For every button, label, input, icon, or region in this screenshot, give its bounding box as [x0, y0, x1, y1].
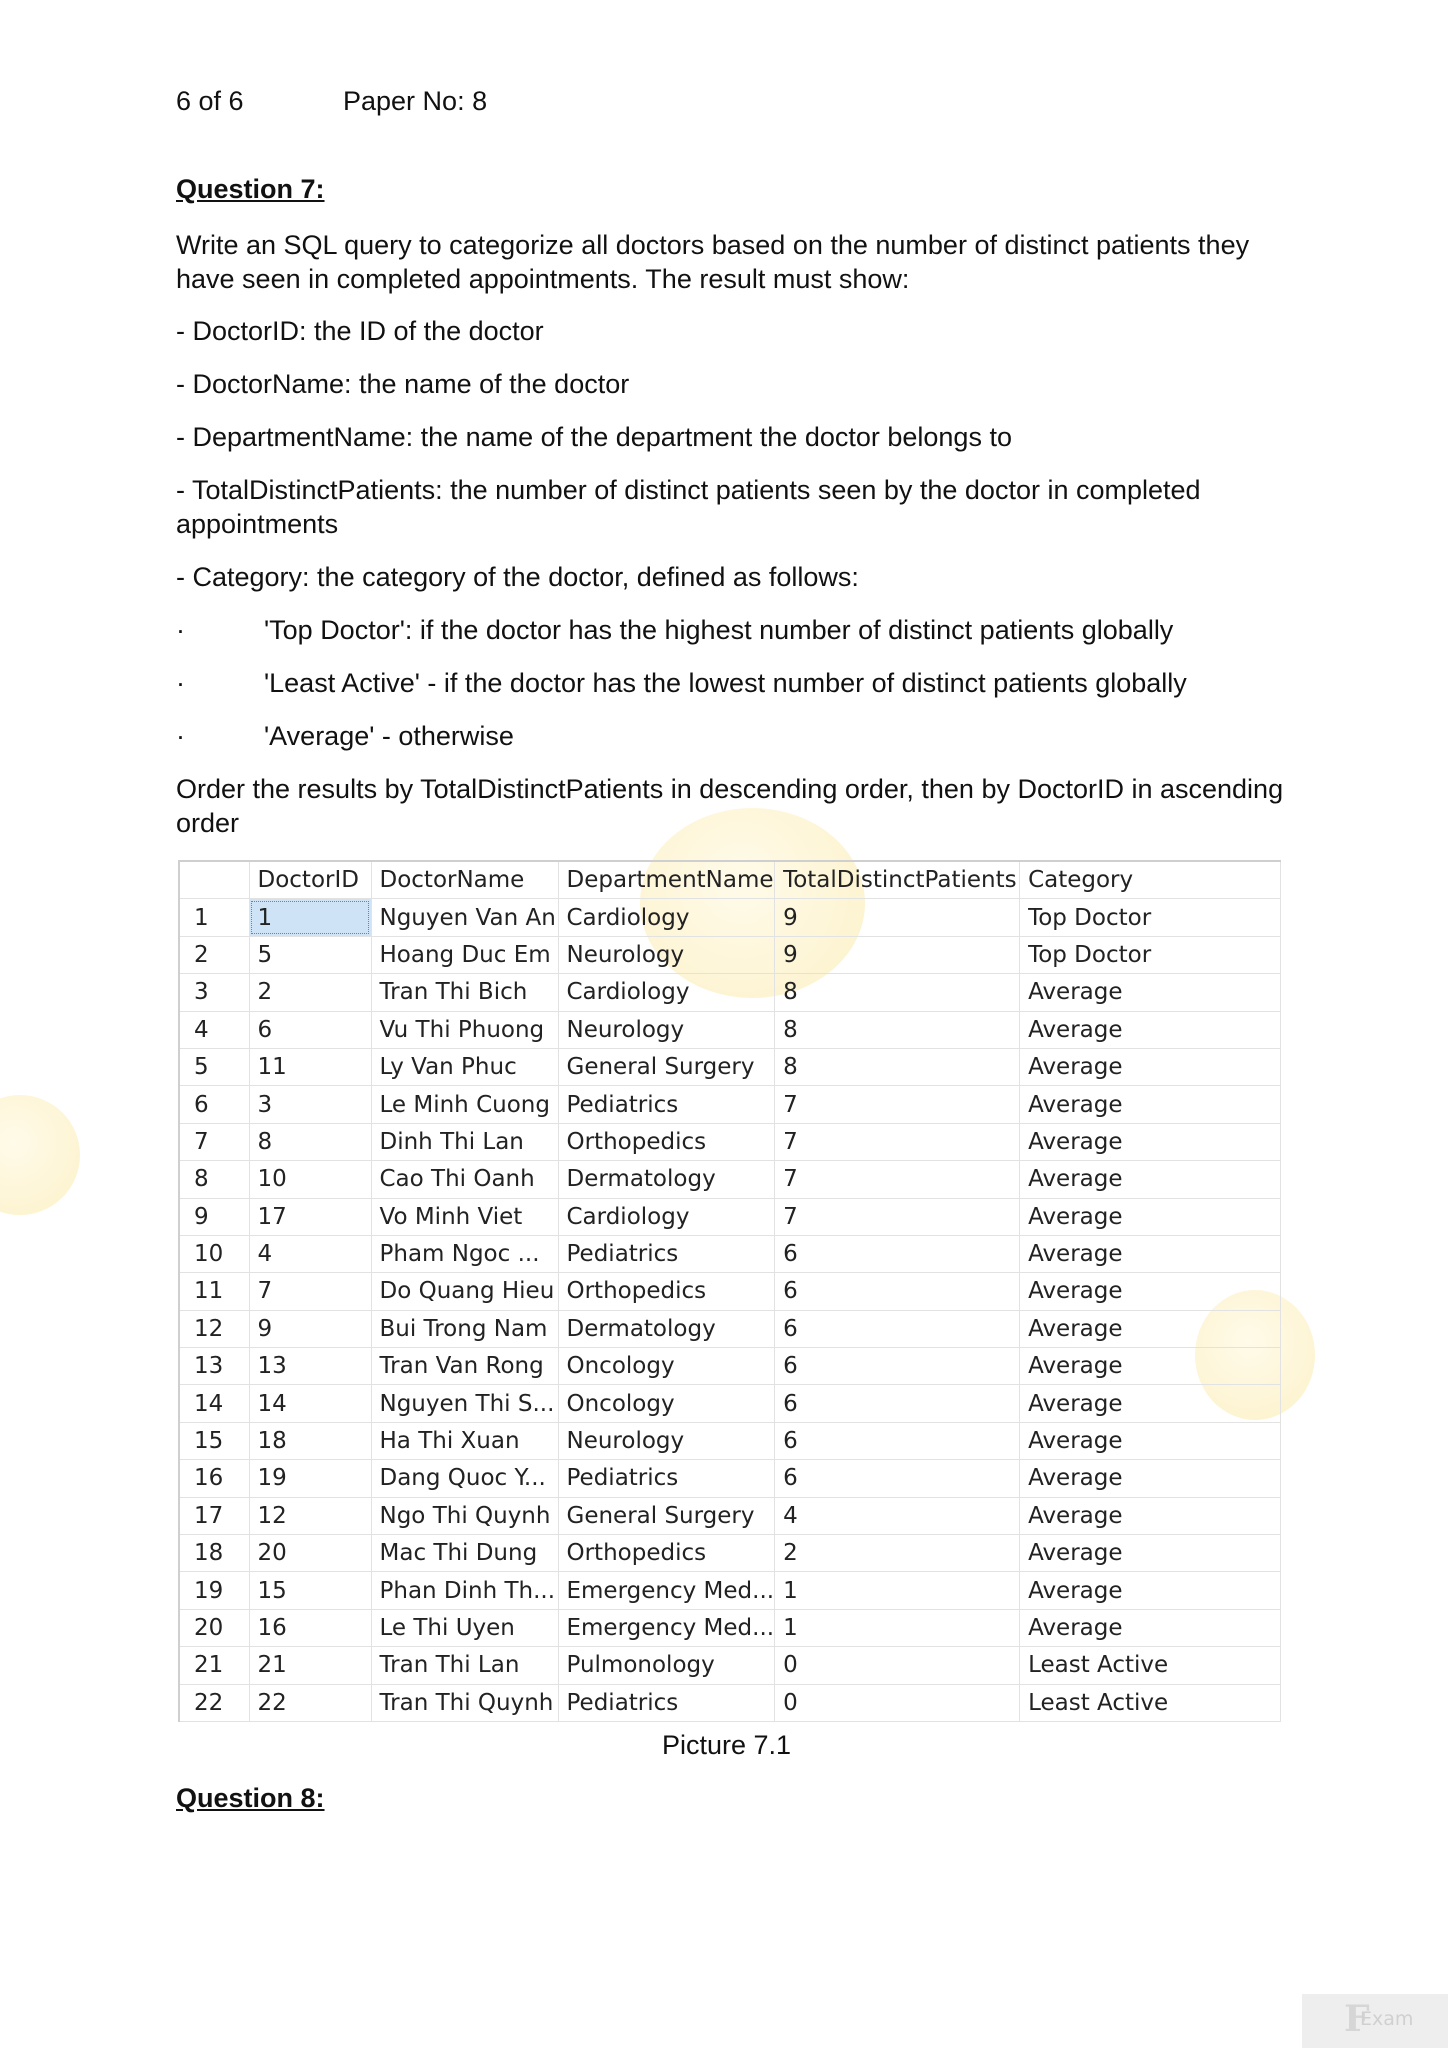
grid-cell-doctor-name[interactable]: Mac Thi Dung [371, 1535, 558, 1572]
grid-cell-doctor-id[interactable]: 6 [249, 1011, 371, 1048]
grid-cell-doctor-name[interactable]: Do Quang Hieu [371, 1273, 558, 1310]
grid-cell-department-name[interactable]: Pediatrics [558, 1235, 775, 1272]
table-row[interactable] [179, 1348, 1281, 1385]
category-text: 'Average' - otherwise [264, 721, 514, 751]
grid-cell-total-distinct-patients[interactable]: 7 [775, 1086, 1020, 1123]
table-row[interactable] [179, 1198, 1281, 1235]
grid-cell-doctor-id[interactable]: 18 [249, 1422, 371, 1459]
grid-cell-department-name[interactable]: Oncology [558, 1348, 775, 1385]
grid-cell-category[interactable]: Average [1020, 1535, 1281, 1572]
grid-cell-rownum: 19 [179, 1572, 249, 1609]
grid-cell-total-distinct-patients[interactable]: 6 [775, 1460, 1020, 1497]
grid-cell-rownum: 20 [179, 1609, 249, 1646]
logo-text: Exam [1360, 2008, 1414, 2030]
grid-header-row [179, 861, 1281, 899]
grid-cell-doctor-id[interactable]: 13 [249, 1348, 371, 1385]
grid-cell-doctor-id[interactable]: 7 [249, 1273, 371, 1310]
grid-cell-rownum: 2 [179, 936, 249, 973]
table-row[interactable] [179, 1385, 1281, 1422]
grid-cell-category[interactable]: Average [1020, 1572, 1281, 1609]
exam-logo [1302, 1994, 1448, 2048]
grid-cell-rownum: 11 [179, 1273, 249, 1310]
grid-cell-doctor-id[interactable]: 22 [249, 1684, 371, 1721]
grid-cell-rownum: 15 [179, 1422, 249, 1459]
grid-cell-total-distinct-patients[interactable]: 8 [775, 1048, 1020, 1085]
grid-cell-doctor-name[interactable]: Vo Minh Viet [371, 1198, 558, 1235]
grid-cell-category[interactable]: Top Doctor [1020, 936, 1281, 973]
paper-number: Paper No: 8 [343, 86, 488, 116]
grid-cell-total-distinct-patients[interactable]: 7 [775, 1161, 1020, 1198]
grid-cell-doctor-id[interactable]: 16 [249, 1609, 371, 1646]
table-row[interactable] [179, 1535, 1281, 1572]
grid-cell-rownum: 13 [179, 1348, 249, 1385]
grid-cell-doctor-id[interactable]: 10 [249, 1161, 371, 1198]
grid-cell-department-name[interactable]: Pediatrics [558, 1086, 775, 1123]
grid-cell-category[interactable]: Average [1020, 1385, 1281, 1422]
table-row[interactable] [179, 1161, 1281, 1198]
table-row[interactable] [179, 1609, 1281, 1646]
grid-cell-rownum: 1 [179, 899, 249, 936]
grid-cell-doctor-id[interactable]: 17 [249, 1198, 371, 1235]
result-grid [178, 860, 1281, 1722]
grid-cell-rownum: 18 [179, 1535, 249, 1572]
grid-cell-doctor-name[interactable]: Hoang Duc Em [371, 936, 558, 973]
grid-cell-total-distinct-patients[interactable]: 6 [775, 1235, 1020, 1272]
grid-cell-rownum: 22 [179, 1684, 249, 1721]
grid-cell-doctor-name[interactable]: Tran Van Rong [371, 1348, 558, 1385]
table-row[interactable] [179, 1460, 1281, 1497]
category-text: 'Top Doctor': if the doctor has the highest number of distinct patients globally [264, 615, 1174, 645]
grid-cell-doctor-name[interactable]: Dinh Thi Lan [371, 1123, 558, 1160]
grid-cell-total-distinct-patients[interactable]: 4 [775, 1497, 1020, 1534]
grid-cell-department-name[interactable]: Orthopedics [558, 1123, 775, 1160]
grid-cell-rownum: 16 [179, 1460, 249, 1497]
grid-cell-total-distinct-patients[interactable]: 6 [775, 1385, 1020, 1422]
grid-cell-department-name[interactable]: Dermatology [558, 1310, 775, 1347]
bullet-mark: · [176, 615, 185, 645]
grid-cell-department-name[interactable]: Pediatrics [558, 1684, 775, 1721]
table-row[interactable] [179, 899, 1281, 936]
grid-cell-doctor-name[interactable]: Ngo Thi Quynh [371, 1497, 558, 1534]
grid-cell-department-name[interactable]: General Surgery [558, 1497, 775, 1534]
table-row[interactable] [179, 1048, 1281, 1085]
grid-cell-total-distinct-patients[interactable]: 9 [775, 899, 1020, 936]
grid-cell-category[interactable]: Average [1020, 974, 1281, 1011]
grid-cell-total-distinct-patients[interactable]: 2 [775, 1535, 1020, 1572]
grid-header-department-name[interactable]: DepartmentName [558, 861, 775, 899]
grid-cell-rownum: 8 [179, 1161, 249, 1198]
grid-cell-department-name[interactable]: Neurology [558, 936, 775, 973]
grid-cell-category[interactable]: Average [1020, 1011, 1281, 1048]
grid-cell-doctor-id[interactable]: 9 [249, 1310, 371, 1347]
grid-cell-doctor-name[interactable]: Vu Thi Phuong [371, 1011, 558, 1048]
grid-cell-total-distinct-patients[interactable]: 1 [775, 1609, 1020, 1646]
grid-cell-total-distinct-patients[interactable]: 6 [775, 1310, 1020, 1347]
table-row[interactable] [179, 936, 1281, 973]
grid-cell-doctor-id[interactable]: 21 [249, 1647, 371, 1684]
grid-cell-category[interactable]: Average [1020, 1422, 1281, 1459]
logo-mark-icon: F [1344, 1998, 1370, 2040]
grid-cell-department-name[interactable]: General Surgery [558, 1048, 775, 1085]
grid-cell-category[interactable]: Average [1020, 1235, 1281, 1272]
grid-cell-department-name[interactable]: Pediatrics [558, 1460, 775, 1497]
grid-cell-department-name[interactable]: Neurology [558, 1422, 775, 1459]
grid-cell-doctor-id[interactable]: 1 [249, 899, 371, 936]
grid-cell-category[interactable]: Average [1020, 1086, 1281, 1123]
grid-cell-category[interactable]: Average [1020, 1460, 1281, 1497]
table-row[interactable] [179, 1011, 1281, 1048]
order-instruction: Order the results by TotalDistinctPatients in descending order, then by DoctorID in ascending order [176, 774, 1284, 838]
table-row[interactable] [179, 1123, 1281, 1160]
page-number: 6 of 6 [176, 86, 244, 116]
grid-cell-doctor-name[interactable]: Tran Thi Lan [371, 1647, 558, 1684]
question-8-title: Question 8: [176, 1783, 325, 1813]
field-total-distinct-patients: - TotalDistinctPatients: the number of distinct patients seen by the doctor in completed appointments [176, 475, 1201, 539]
grid-cell-doctor-id[interactable]: 4 [249, 1235, 371, 1272]
grid-cell-department-name[interactable]: Orthopedics [558, 1273, 775, 1310]
question-7-title: Question 7: [176, 174, 325, 204]
grid-cell-doctor-name[interactable]: Nguyen Van An [371, 899, 558, 936]
grid-cell-doctor-name[interactable]: Bui Trong Nam [371, 1310, 558, 1347]
grid-cell-doctor-id[interactable]: 11 [249, 1048, 371, 1085]
grid-cell-category[interactable]: Average [1020, 1123, 1281, 1160]
grid-cell-total-distinct-patients[interactable]: 9 [775, 936, 1020, 973]
watermark-mascot [0, 1095, 80, 1215]
grid-cell-rownum: 3 [179, 974, 249, 1011]
grid-cell-doctor-name[interactable]: Ly Van Phuc [371, 1048, 558, 1085]
grid-cell-rownum: 21 [179, 1647, 249, 1684]
grid-cell-department-name[interactable]: Emergency Med... [558, 1572, 775, 1609]
grid-cell-category[interactable]: Average [1020, 1161, 1281, 1198]
grid-cell-doctor-id[interactable]: 20 [249, 1535, 371, 1572]
grid-cell-doctor-id[interactable]: 14 [249, 1385, 371, 1422]
grid-cell-rownum: 4 [179, 1011, 249, 1048]
table-row[interactable] [179, 1273, 1281, 1310]
grid-header-total-distinct-patients[interactable]: TotalDistinctPatients [775, 861, 1020, 899]
grid-cell-doctor-name[interactable]: Tran Thi Bich [371, 974, 558, 1011]
grid-cell-doctor-name[interactable]: Pham Ngoc ... [371, 1235, 558, 1272]
grid-cell-category[interactable]: Least Active [1020, 1684, 1281, 1721]
grid-cell-department-name[interactable]: Dermatology [558, 1161, 775, 1198]
table-row[interactable] [179, 974, 1281, 1011]
grid-cell-rownum: 14 [179, 1385, 249, 1422]
grid-cell-rownum: 10 [179, 1235, 249, 1272]
grid-cell-department-name[interactable]: Emergency Med... [558, 1609, 775, 1646]
grid-cell-doctor-id[interactable]: 8 [249, 1123, 371, 1160]
grid-cell-total-distinct-patients[interactable]: 1 [775, 1572, 1020, 1609]
field-category: - Category: the category of the doctor, defined as follows: [176, 562, 859, 592]
grid-cell-category[interactable]: Average [1020, 1497, 1281, 1534]
grid-cell-total-distinct-patients[interactable]: 8 [775, 974, 1020, 1011]
table-row[interactable] [179, 1497, 1281, 1534]
grid-cell-doctor-id[interactable]: 12 [249, 1497, 371, 1534]
page-header [176, 86, 488, 117]
grid-cell-rownum: 6 [179, 1086, 249, 1123]
grid-cell-department-name[interactable]: Cardiology [558, 1198, 775, 1235]
grid-cell-doctor-name[interactable]: Le Minh Cuong [371, 1086, 558, 1123]
grid-cell-total-distinct-patients[interactable]: 7 [775, 1198, 1020, 1235]
grid-cell-rownum: 9 [179, 1198, 249, 1235]
grid-cell-rownum: 17 [179, 1497, 249, 1534]
field-doctor-name: - DoctorName: the name of the doctor [176, 369, 630, 399]
grid-cell-department-name[interactable]: Pulmonology [558, 1647, 775, 1684]
table-row[interactable] [179, 1310, 1281, 1347]
table-row[interactable] [179, 1572, 1281, 1609]
grid-cell-category[interactable]: Least Active [1020, 1647, 1281, 1684]
grid-cell-total-distinct-patients[interactable]: 7 [775, 1123, 1020, 1160]
grid-cell-category[interactable]: Average [1020, 1609, 1281, 1646]
table-row[interactable] [179, 1235, 1281, 1272]
grid-cell-total-distinct-patients[interactable]: 6 [775, 1348, 1020, 1385]
grid-cell-department-name[interactable]: Orthopedics [558, 1535, 775, 1572]
grid-cell-doctor-id[interactable]: 19 [249, 1460, 371, 1497]
picture-caption: Picture 7.1 [662, 1730, 792, 1760]
grid-cell-category[interactable]: Average [1020, 1198, 1281, 1235]
grid-cell-total-distinct-patients[interactable]: 0 [775, 1647, 1020, 1684]
grid-cell-rownum: 12 [179, 1310, 249, 1347]
grid-cell-total-distinct-patients[interactable]: 6 [775, 1422, 1020, 1459]
bullet-mark: · [176, 668, 185, 698]
bullet-mark: · [176, 721, 185, 751]
grid-cell-doctor-name[interactable]: Cao Thi Oanh [371, 1161, 558, 1198]
table-row[interactable] [179, 1647, 1281, 1684]
grid-cell-doctor-name[interactable]: Dang Quoc Y... [371, 1460, 558, 1497]
grid-cell-rownum: 7 [179, 1123, 249, 1160]
table-row[interactable] [179, 1422, 1281, 1459]
grid-cell-doctor-id[interactable]: 2 [249, 974, 371, 1011]
grid-cell-department-name[interactable]: Neurology [558, 1011, 775, 1048]
question-intro: Write an SQL query to categorize all doctors based on the number of distinct patients they have seen in completed appointments. The result must show: [176, 230, 1250, 294]
grid-header-doctor-name[interactable]: DoctorName [371, 861, 558, 899]
grid-header-rownum [179, 861, 249, 899]
grid-cell-doctor-name[interactable]: Tran Thi Quynh [371, 1684, 558, 1721]
grid-cell-category[interactable]: Average [1020, 1048, 1281, 1085]
grid-cell-doctor-name[interactable]: Phan Dinh Th... [371, 1572, 558, 1609]
table-row[interactable] [179, 1086, 1281, 1123]
grid-cell-doctor-id[interactable]: 3 [249, 1086, 371, 1123]
grid-cell-doctor-name[interactable]: Nguyen Thi S... [371, 1385, 558, 1422]
grid-cell-category[interactable]: Average [1020, 1273, 1281, 1310]
grid-cell-doctor-id[interactable]: 5 [249, 936, 371, 973]
grid-cell-total-distinct-patients[interactable]: 8 [775, 1011, 1020, 1048]
field-department-name: - DepartmentName: the name of the department the doctor belongs to [176, 422, 1012, 452]
grid-cell-category[interactable]: Average [1020, 1310, 1281, 1347]
grid-cell-category[interactable]: Top Doctor [1020, 899, 1281, 936]
grid-cell-rownum: 5 [179, 1048, 249, 1085]
grid-header-doctor-id[interactable]: DoctorID [249, 861, 371, 899]
grid-cell-department-name[interactable]: Cardiology [558, 974, 775, 1011]
grid-cell-department-name[interactable]: Oncology [558, 1385, 775, 1422]
field-doctor-id: - DoctorID: the ID of the doctor [176, 316, 544, 346]
table-row[interactable] [179, 1684, 1281, 1721]
grid-cell-total-distinct-patients[interactable]: 0 [775, 1684, 1020, 1721]
grid-cell-doctor-name[interactable]: Ha Thi Xuan [371, 1422, 558, 1459]
grid-cell-doctor-id[interactable]: 15 [249, 1572, 371, 1609]
grid-header-category[interactable]: Category [1020, 861, 1281, 899]
grid-cell-doctor-name[interactable]: Le Thi Uyen [371, 1609, 558, 1646]
grid-cell-category[interactable]: Average [1020, 1348, 1281, 1385]
category-text: 'Least Active' - if the doctor has the lowest number of distinct patients globally [264, 668, 1187, 698]
grid-cell-total-distinct-patients[interactable]: 6 [775, 1273, 1020, 1310]
grid-cell-department-name[interactable]: Cardiology [558, 899, 775, 936]
